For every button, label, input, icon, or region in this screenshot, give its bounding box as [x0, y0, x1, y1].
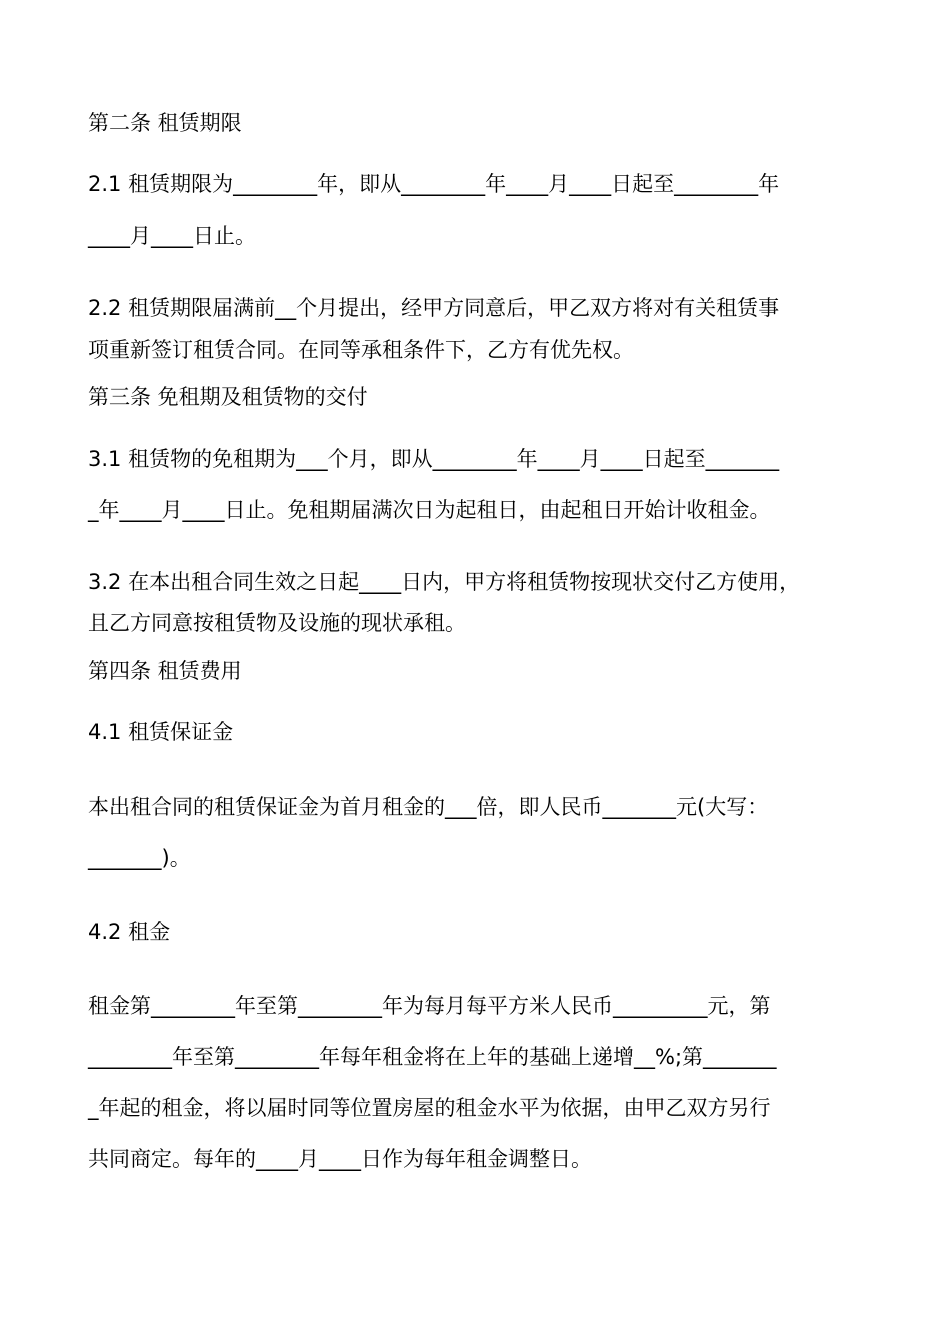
rent-paragraph-line-1: 租金第________年至第________年为每月每平方米人民币_________元，第: [88, 994, 771, 1018]
deposit-paragraph-line-1: 本出租合同的租赁保证金为首月租金的___倍，即人民币_______元(大写：: [88, 795, 769, 819]
document-page: [88, 0, 868, 1344]
clause-3-2-line-2: 且乙方同意按租赁物及设施的现状承租。: [88, 611, 466, 635]
clause-3-1-line-2: _年____月____日止。免租期届满次日为起租日，由起租日开始计收租金。: [88, 498, 771, 522]
section-heading-2: 第二条 租赁期限: [88, 111, 242, 135]
rent-paragraph-line-4: 共同商定。每年的____月____日作为每年租金调整日。: [88, 1147, 592, 1171]
deposit-paragraph-line-2: _______)。: [88, 846, 191, 870]
clause-4-2-title: 4.2 租金: [88, 920, 171, 944]
clause-3-1-line-1: 3.1 租赁物的免租期为___个月，即从________年____月____日起至_______: [88, 447, 780, 471]
section-heading-4: 第四条 租赁费用: [88, 659, 242, 683]
clause-2-2-line-2: 项重新签订租赁合同。在同等承租条件下，乙方有优先权。: [88, 338, 634, 362]
rent-paragraph-line-2: ________年至第________年每年租金将在上年的基础上递增__%;第_______: [88, 1045, 777, 1069]
clause-2-1-line-1: 2.1 租赁期限为________年，即从________年____月____日起至________年: [88, 172, 780, 196]
clause-4-1-title: 4.1 租赁保证金: [88, 720, 234, 744]
clause-2-1-line-2: ____月____日止。: [88, 224, 256, 248]
clause-2-2-line-1: 2.2 租赁期限届满前__个月提出，经甲方同意后，甲乙双方将对有关租赁事: [88, 296, 780, 320]
section-heading-3: 第三条 免租期及租赁物的交付: [88, 385, 368, 409]
rent-paragraph-line-3: _年起的租金，将以届时同等位置房屋的租金水平为依据，由甲乙双方另行: [88, 1096, 771, 1120]
clause-3-2-line-1: 3.2 在本出租合同生效之日起____日内，甲方将租赁物按现状交付乙方使用，: [88, 570, 801, 594]
